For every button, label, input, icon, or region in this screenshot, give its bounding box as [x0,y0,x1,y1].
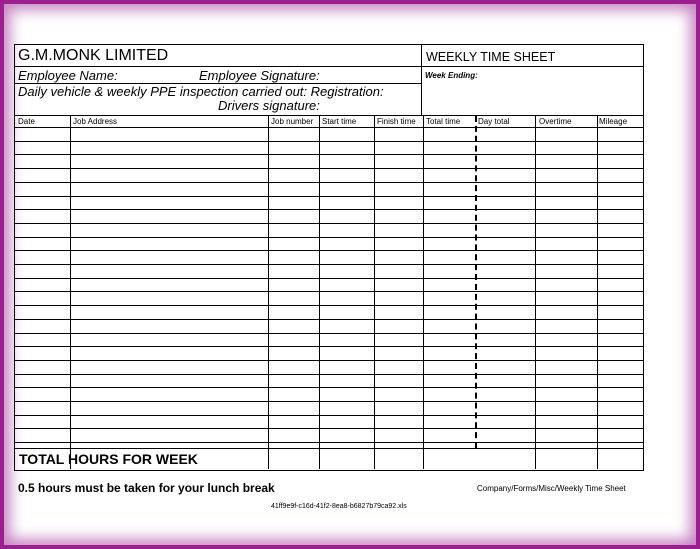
entry-row-line [15,415,643,416]
entry-row-line [15,182,643,183]
time-grid [14,116,644,471]
entry-row-line [15,141,643,142]
week-ending-label: Week Ending: [425,71,478,80]
column-header-total-time: Total time [426,117,461,126]
employee-signature-label: Employee Signature: [199,68,320,83]
column-header-job-address: Job Address [73,117,118,126]
inspection-label: Daily vehicle & weekly PPE inspection carried out: Registration: [18,84,384,99]
total-hours-label: TOTAL HOURS FOR WEEK [19,451,198,467]
column-divider-dashed [475,116,477,448]
entry-row-line [15,127,643,128]
company-name: G.M.MONK LIMITED [18,47,169,64]
entry-row-line [15,237,643,238]
column-header-mileage: Mileage [599,117,628,126]
entry-row-line [15,291,643,292]
timesheet-form [14,44,644,467]
entry-row-line [15,346,643,347]
entry-row-line [15,223,643,224]
entry-row-line [15,374,643,375]
entry-row-line [15,387,643,388]
column-header-start-time: Start time [322,117,357,126]
entry-row-line [15,333,643,334]
entry-row-line [15,278,643,279]
header-divider [422,66,643,67]
entry-row-line [15,305,643,306]
lunch-break-note: 0.5 hours must be taken for your lunch break [18,481,275,495]
header-right [422,45,643,115]
header-block [14,44,644,116]
entry-row-line [15,401,643,402]
entry-row-line [15,209,643,210]
form-path: Company/Forms/Misc/Weekly Time Sheet [477,484,626,493]
entry-row-line [15,154,643,155]
column-header-day-total: Day total [478,117,510,126]
file-id: 41ff9e9f-c16d-41f2-8ea8-b6827b79ca92.xls [271,503,407,510]
column-header-overtime: Overtime [539,117,572,126]
header-divider [15,66,421,67]
entry-row-line [15,168,643,169]
sheet-title: WEEKLY TIME SHEET [426,50,556,64]
column-header-finish-time: Finish time [377,117,416,126]
employee-name-label: Employee Name: [18,68,118,83]
entry-row-line [15,196,643,197]
column-header-date: Date [18,117,35,126]
entry-row-line [15,250,643,251]
column-header-job-number: Job number [271,117,314,126]
entry-row-line [15,319,643,320]
drivers-signature-label: Drivers signature: [218,98,320,113]
entry-row-line [15,428,643,429]
entry-row-line [15,360,643,361]
header-left [15,45,422,115]
entry-row-line [15,442,643,443]
total-row [15,448,643,469]
entry-row-line [15,264,643,265]
